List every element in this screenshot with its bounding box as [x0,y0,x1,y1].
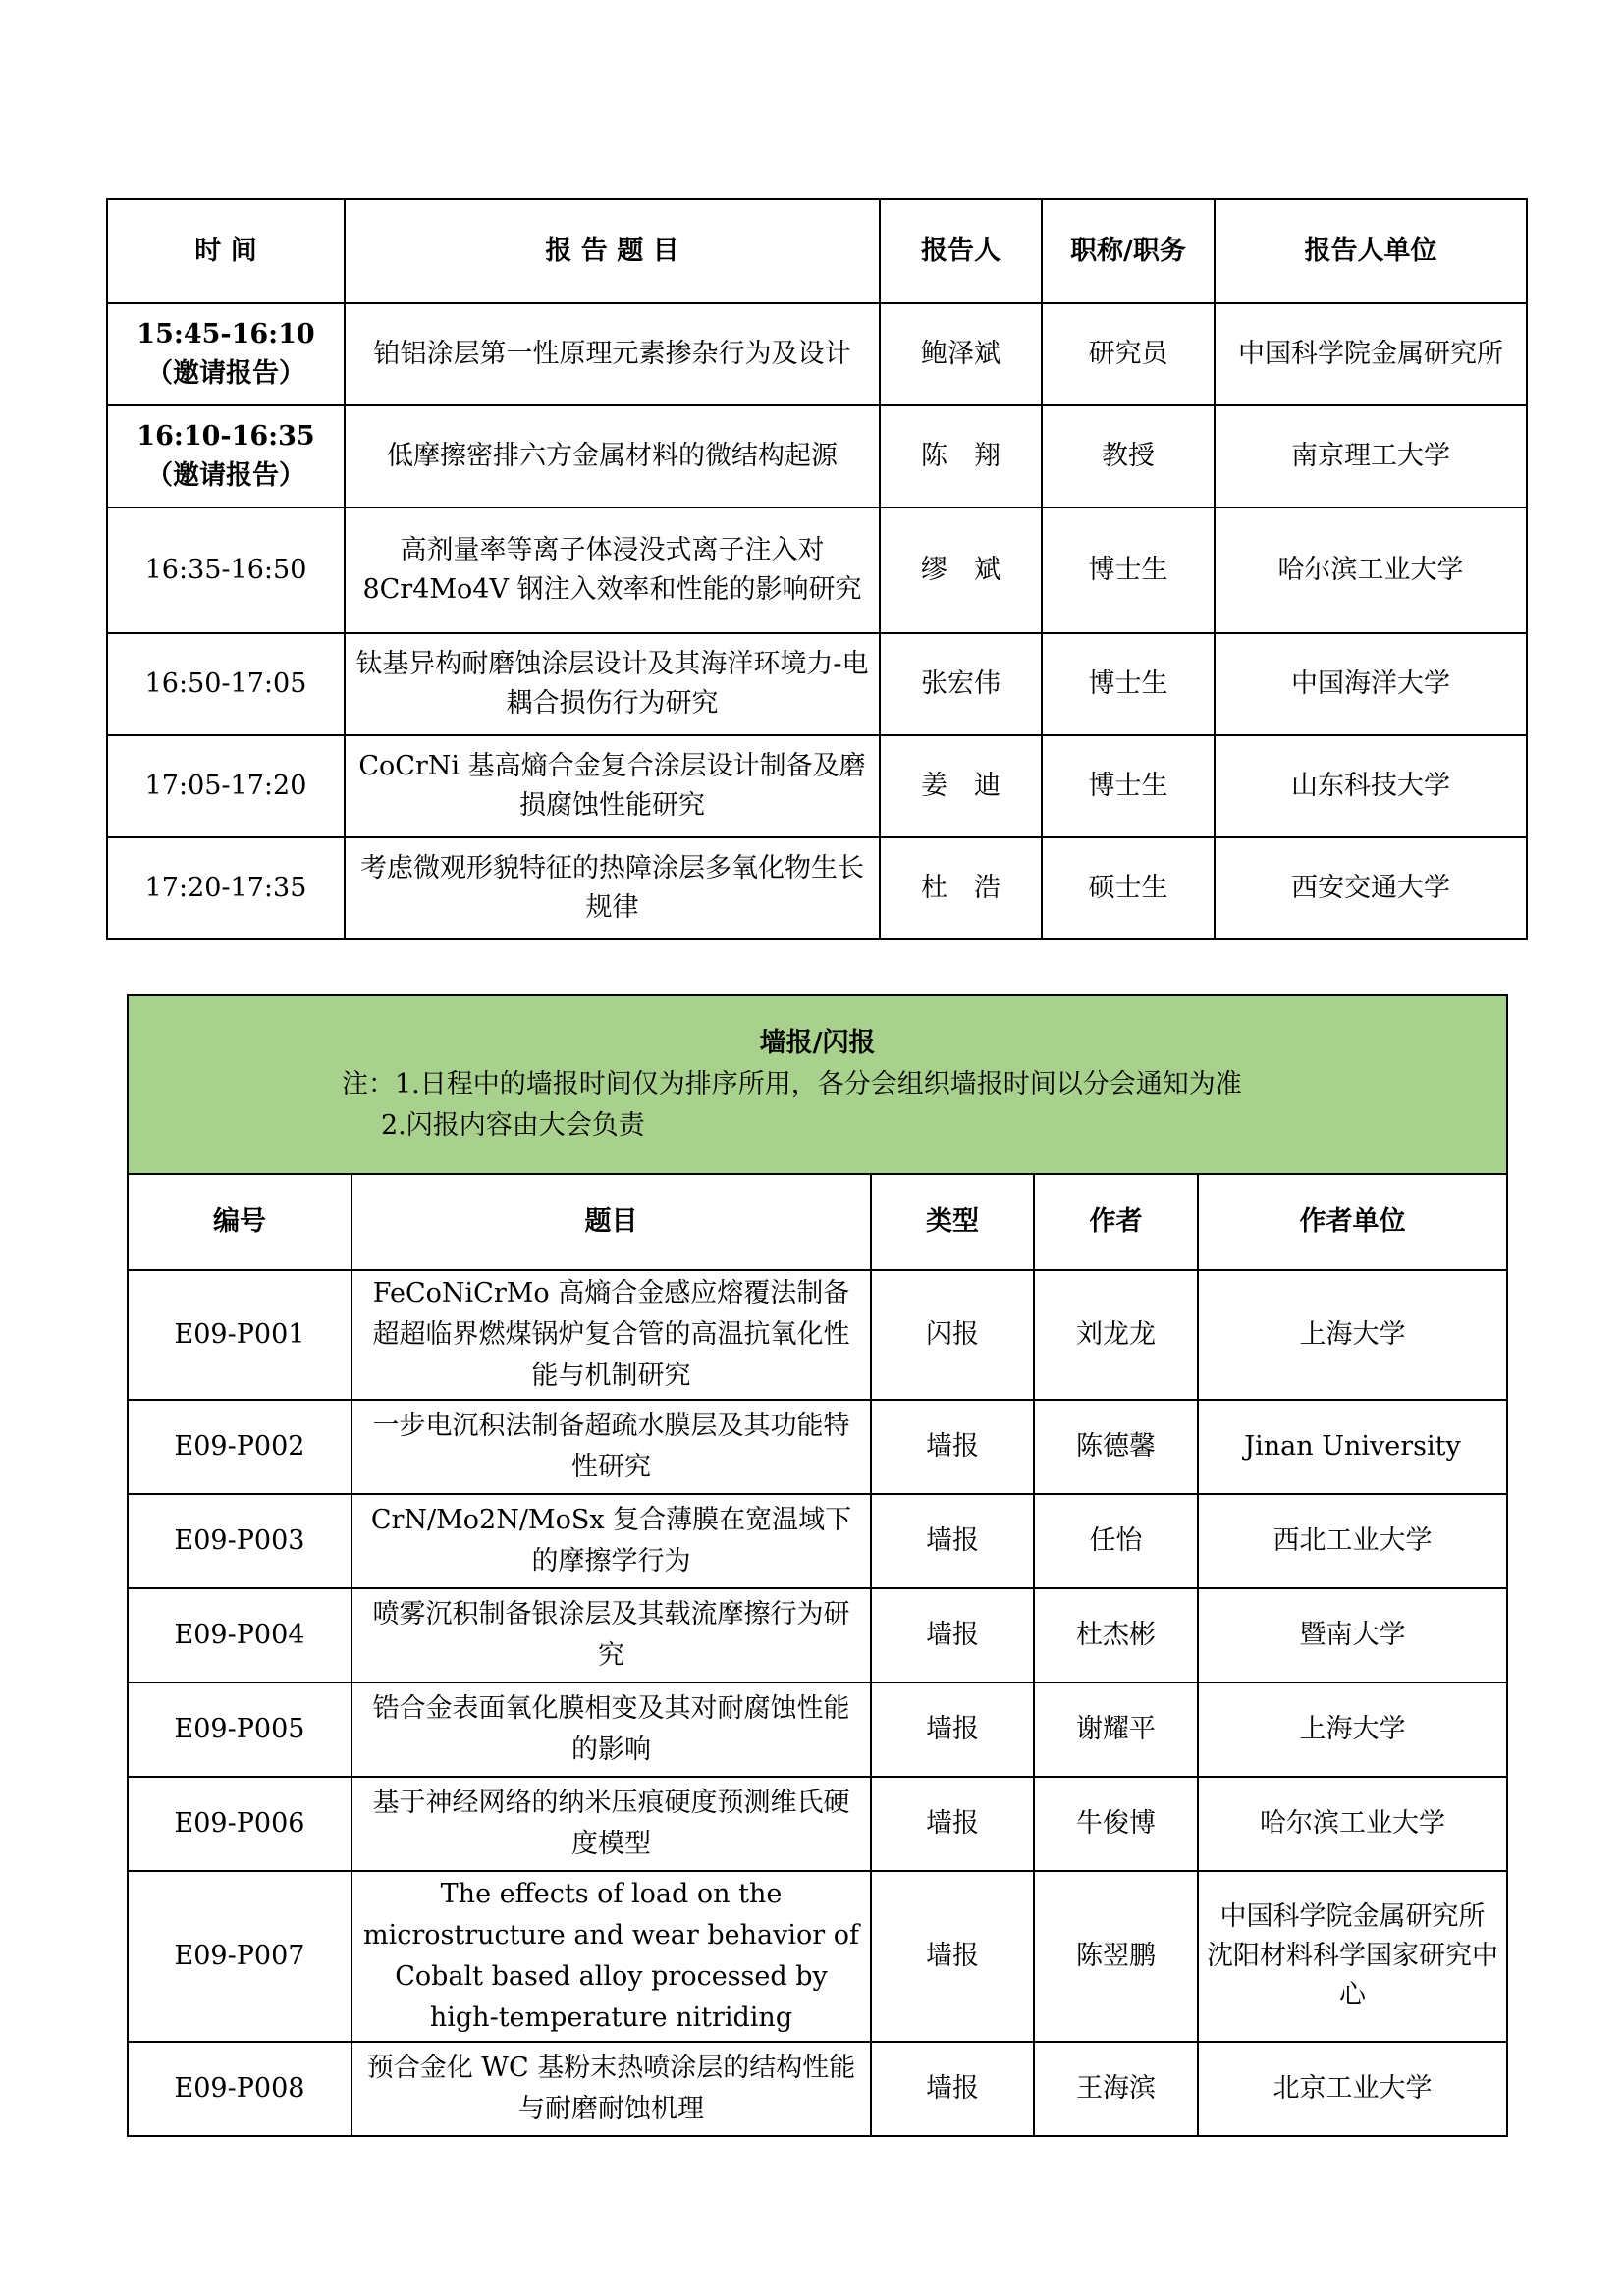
schedule-header-row [107,199,1527,303]
poster-author: 陈德馨 [1034,1400,1198,1494]
poster-type: 墙报 [871,1400,1034,1494]
schedule-speaker: 张宏伟 [880,633,1042,735]
schedule-position: 教授 [1042,405,1215,507]
poster-table [127,994,1508,2137]
schedule-row [107,633,1527,735]
poster-id: E09-P002 [128,1400,352,1494]
poster-topic: 一步电沉积法制备超疏水膜层及其功能特性研究 [352,1400,871,1494]
poster-type: 墙报 [871,1588,1034,1682]
schedule-affiliation: 中国海洋大学 [1215,633,1527,735]
poster-affiliation: 上海大学 [1198,1682,1507,1777]
poster-banner-title: 墙报/闪报 [759,1028,876,1058]
schedule-time: 17:20-17:35 [107,837,345,939]
poster-type: 墙报 [871,1494,1034,1588]
poster-affiliation: Jinan University [1198,1400,1507,1494]
poster-id: E09-P008 [128,2042,352,2136]
schedule-speaker: 姜 迪 [880,735,1042,837]
header-position: 职称/职务 [1042,199,1215,303]
schedule-position: 研究员 [1042,303,1215,405]
schedule-affiliation: 山东科技大学 [1215,735,1527,837]
poster-note-1: 注：1.日程中的墙报时间仅为排序所用，各分会组织墙报时间以分会通知为准 [342,1069,1242,1099]
header-topic: 题目 [352,1174,871,1270]
poster-author: 牛俊博 [1034,1777,1198,1871]
schedule-affiliation: 西安交通大学 [1215,837,1527,939]
schedule-affiliation: 南京理工大学 [1215,405,1527,507]
poster-affiliation: 北京工业大学 [1198,2042,1507,2136]
poster-id: E09-P005 [128,1682,352,1777]
poster-id: E09-P004 [128,1588,352,1682]
schedule-title: 考虑微观形貌特征的热障涂层多氧化物生长规律 [345,837,880,939]
schedule-row [107,303,1527,405]
poster-affiliation: 上海大学 [1198,1270,1507,1400]
schedule-speaker: 缪 斌 [880,507,1042,633]
schedule-title: 低摩擦密排六方金属材料的微结构起源 [345,405,880,507]
poster-banner [128,995,1507,1174]
poster-author: 王海滨 [1034,2042,1198,2136]
poster-type: 墙报 [871,1682,1034,1777]
poster-note-2: 2.闪报内容由大会负责 [381,1110,645,1141]
schedule-speaker: 杜 浩 [880,837,1042,939]
schedule-position: 博士生 [1042,735,1215,837]
poster-author: 陈翌鹏 [1034,1871,1198,2042]
schedule-position: 硕士生 [1042,837,1215,939]
schedule-row [107,507,1527,633]
invited-tag: （邀请报告） [146,460,305,491]
poster-row [128,1400,1507,1494]
schedule-time-cell [107,303,345,405]
poster-row [128,1777,1507,1871]
schedule-row [107,837,1527,939]
poster-author: 谢耀平 [1034,1682,1198,1777]
poster-affiliation: 哈尔滨工业大学 [1198,1777,1507,1871]
schedule-speaker: 陈 翔 [880,405,1042,507]
poster-type: 闪报 [871,1270,1034,1400]
poster-topic: 预合金化 WC 基粉末热喷涂层的结构性能与耐磨耐蚀机理 [352,2042,871,2136]
schedule-position: 博士生 [1042,507,1215,633]
poster-row [128,1494,1507,1588]
schedule-time: 16:10-16:35 [136,421,315,452]
poster-topic: FeCoNiCrMo 高熵合金感应熔覆法制备超超临界燃煤锅炉复合管的高温抗氧化性能与机制研究 [352,1270,871,1400]
poster-topic: CrN/Mo2N/MoSx 复合薄膜在宽温域下的摩擦学行为 [352,1494,871,1588]
schedule-table [106,198,1528,940]
schedule-time: 17:05-17:20 [107,735,345,837]
poster-row [128,2042,1507,2136]
poster-type: 墙报 [871,1777,1034,1871]
header-type: 类型 [871,1174,1034,1270]
schedule-row [107,735,1527,837]
invited-tag: （邀请报告） [146,358,305,389]
schedule-title: 铂铝涂层第一性原理元素掺杂行为及设计 [345,303,880,405]
poster-type: 墙报 [871,1871,1034,2042]
header-speaker: 报告人 [880,199,1042,303]
schedule-speaker: 鲍泽斌 [880,303,1042,405]
header-affiliation: 报告人单位 [1215,199,1527,303]
schedule-time: 15:45-16:10 [136,319,315,349]
header-author: 作者 [1034,1174,1198,1270]
poster-row [128,1871,1507,2042]
schedule-time: 16:35-16:50 [107,507,345,633]
schedule-affiliation: 中国科学院金属研究所 [1215,303,1527,405]
poster-row [128,1682,1507,1777]
poster-row [128,1270,1507,1400]
schedule-title: 钛基异构耐磨蚀涂层设计及其海洋环境力-电耦合损伤行为研究 [345,633,880,735]
poster-banner-row [128,995,1507,1174]
poster-id: E09-P003 [128,1494,352,1588]
header-id: 编号 [128,1174,352,1270]
header-time: 时 间 [107,199,345,303]
schedule-title: 高剂量率等离子体浸没式离子注入对 8Cr4Mo4V 钢注入效率和性能的影响研究 [345,507,880,633]
poster-affiliation: 暨南大学 [1198,1588,1507,1682]
header-title: 报 告 题 目 [345,199,880,303]
poster-topic: 基于神经网络的纳米压痕硬度预测维氏硬度模型 [352,1777,871,1871]
poster-topic: 喷雾沉积制备银涂层及其载流摩擦行为研究 [352,1588,871,1682]
header-author-affiliation: 作者单位 [1198,1174,1507,1270]
poster-topic: 锆合金表面氧化膜相变及其对耐腐蚀性能的影响 [352,1682,871,1777]
poster-id: E09-P001 [128,1270,352,1400]
poster-topic: The effects of load on the microstructure and wear behavior of Cobalt based alloy processed by high-temperature nitriding [352,1871,871,2042]
poster-header-row [128,1174,1507,1270]
poster-id: E09-P006 [128,1777,352,1871]
poster-id: E09-P007 [128,1871,352,2042]
poster-affiliation: 中国科学院金属研究所 沈阳材料科学国家研究中心 [1198,1871,1507,2042]
schedule-time-cell [107,405,345,507]
schedule-row [107,405,1527,507]
schedule-time: 16:50-17:05 [107,633,345,735]
poster-author: 杜杰彬 [1034,1588,1198,1682]
poster-affiliation: 西北工业大学 [1198,1494,1507,1588]
schedule-affiliation: 哈尔滨工业大学 [1215,507,1527,633]
poster-row [128,1588,1507,1682]
schedule-position: 博士生 [1042,633,1215,735]
schedule-title: CoCrNi 基高熵合金复合涂层设计制备及磨损腐蚀性能研究 [345,735,880,837]
poster-author: 刘龙龙 [1034,1270,1198,1400]
poster-author: 任怡 [1034,1494,1198,1588]
poster-type: 墙报 [871,2042,1034,2136]
